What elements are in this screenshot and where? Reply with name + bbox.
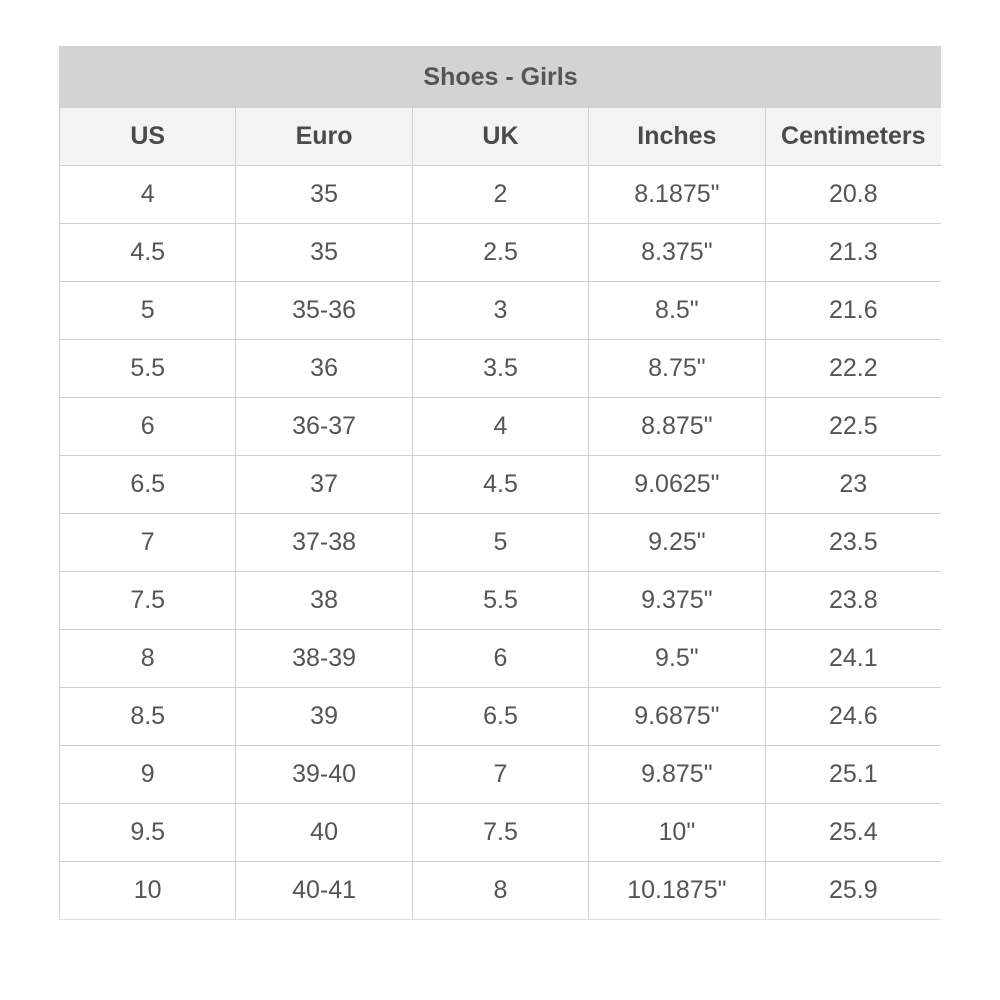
cell-us: 5 (60, 282, 236, 340)
table-row (60, 630, 942, 688)
cell-euro: 38-39 (236, 630, 412, 688)
cell-uk: 5 (412, 514, 588, 572)
cell-inches: 8.1875" (589, 166, 765, 224)
cell-inches: 10" (589, 804, 765, 862)
cell-uk: 5.5 (412, 572, 588, 630)
cell-euro: 40 (236, 804, 412, 862)
cell-uk: 7 (412, 746, 588, 804)
cell-inches: 8.5" (589, 282, 765, 340)
cell-us: 8 (60, 630, 236, 688)
cell-euro: 37 (236, 456, 412, 514)
cell-inches: 9.5" (589, 630, 765, 688)
column-header-us: US (60, 108, 236, 166)
cell-inches: 8.875" (589, 398, 765, 456)
size-chart-table (59, 46, 941, 920)
column-header-inches: Inches (589, 108, 765, 166)
cell-inches: 9.875" (589, 746, 765, 804)
cell-centimeters: 23.5 (765, 514, 941, 572)
cell-uk: 2.5 (412, 224, 588, 282)
cell-us: 4 (60, 166, 236, 224)
cell-uk: 2 (412, 166, 588, 224)
table-title: Shoes - Girls (60, 47, 942, 108)
cell-centimeters: 21.6 (765, 282, 941, 340)
table-row (60, 166, 942, 224)
table-row (60, 746, 942, 804)
cell-inches: 9.0625" (589, 456, 765, 514)
cell-uk: 6 (412, 630, 588, 688)
cell-euro: 39-40 (236, 746, 412, 804)
table-row (60, 572, 942, 630)
title-row (60, 47, 942, 108)
cell-uk: 3.5 (412, 340, 588, 398)
bottom-fade (59, 918, 941, 936)
table-row (60, 398, 942, 456)
cell-centimeters: 23.8 (765, 572, 941, 630)
cell-centimeters: 22.2 (765, 340, 941, 398)
cell-centimeters: 25.4 (765, 804, 941, 862)
table-row (60, 514, 942, 572)
cell-centimeters: 23 (765, 456, 941, 514)
cell-us: 9 (60, 746, 236, 804)
table-row (60, 804, 942, 862)
cell-us: 6 (60, 398, 236, 456)
cell-centimeters: 20.8 (765, 166, 941, 224)
column-header-row (60, 108, 942, 166)
table-row (60, 688, 942, 746)
cell-us: 6.5 (60, 456, 236, 514)
cell-us: 10 (60, 862, 236, 920)
cell-euro: 39 (236, 688, 412, 746)
table-body (60, 166, 942, 920)
cell-inches: 10.1875" (589, 862, 765, 920)
cell-inches: 9.25" (589, 514, 765, 572)
cell-euro: 35-36 (236, 282, 412, 340)
cell-euro: 36-37 (236, 398, 412, 456)
table-row (60, 862, 942, 920)
column-header-uk: UK (412, 108, 588, 166)
cell-inches: 8.75" (589, 340, 765, 398)
cell-uk: 4.5 (412, 456, 588, 514)
cell-euro: 37-38 (236, 514, 412, 572)
cell-uk: 6.5 (412, 688, 588, 746)
column-header-centimeters: Centimeters (765, 108, 941, 166)
cell-us: 4.5 (60, 224, 236, 282)
cell-uk: 3 (412, 282, 588, 340)
cell-inches: 9.6875" (589, 688, 765, 746)
table-row (60, 340, 942, 398)
cell-inches: 9.375" (589, 572, 765, 630)
cell-euro: 40-41 (236, 862, 412, 920)
cell-euro: 38 (236, 572, 412, 630)
column-header-euro: Euro (236, 108, 412, 166)
size-chart-container (59, 46, 941, 936)
cell-centimeters: 24.6 (765, 688, 941, 746)
table-row (60, 224, 942, 282)
cell-us: 9.5 (60, 804, 236, 862)
table-row (60, 282, 942, 340)
cell-us: 7 (60, 514, 236, 572)
cell-euro: 35 (236, 166, 412, 224)
cell-inches: 8.375" (589, 224, 765, 282)
cell-centimeters: 21.3 (765, 224, 941, 282)
cell-uk: 4 (412, 398, 588, 456)
cell-uk: 8 (412, 862, 588, 920)
cell-us: 7.5 (60, 572, 236, 630)
cell-us: 5.5 (60, 340, 236, 398)
cell-euro: 35 (236, 224, 412, 282)
table-row (60, 456, 942, 514)
cell-centimeters: 25.1 (765, 746, 941, 804)
cell-centimeters: 24.1 (765, 630, 941, 688)
cell-centimeters: 25.9 (765, 862, 941, 920)
cell-centimeters: 22.5 (765, 398, 941, 456)
cell-uk: 7.5 (412, 804, 588, 862)
cell-euro: 36 (236, 340, 412, 398)
cell-us: 8.5 (60, 688, 236, 746)
